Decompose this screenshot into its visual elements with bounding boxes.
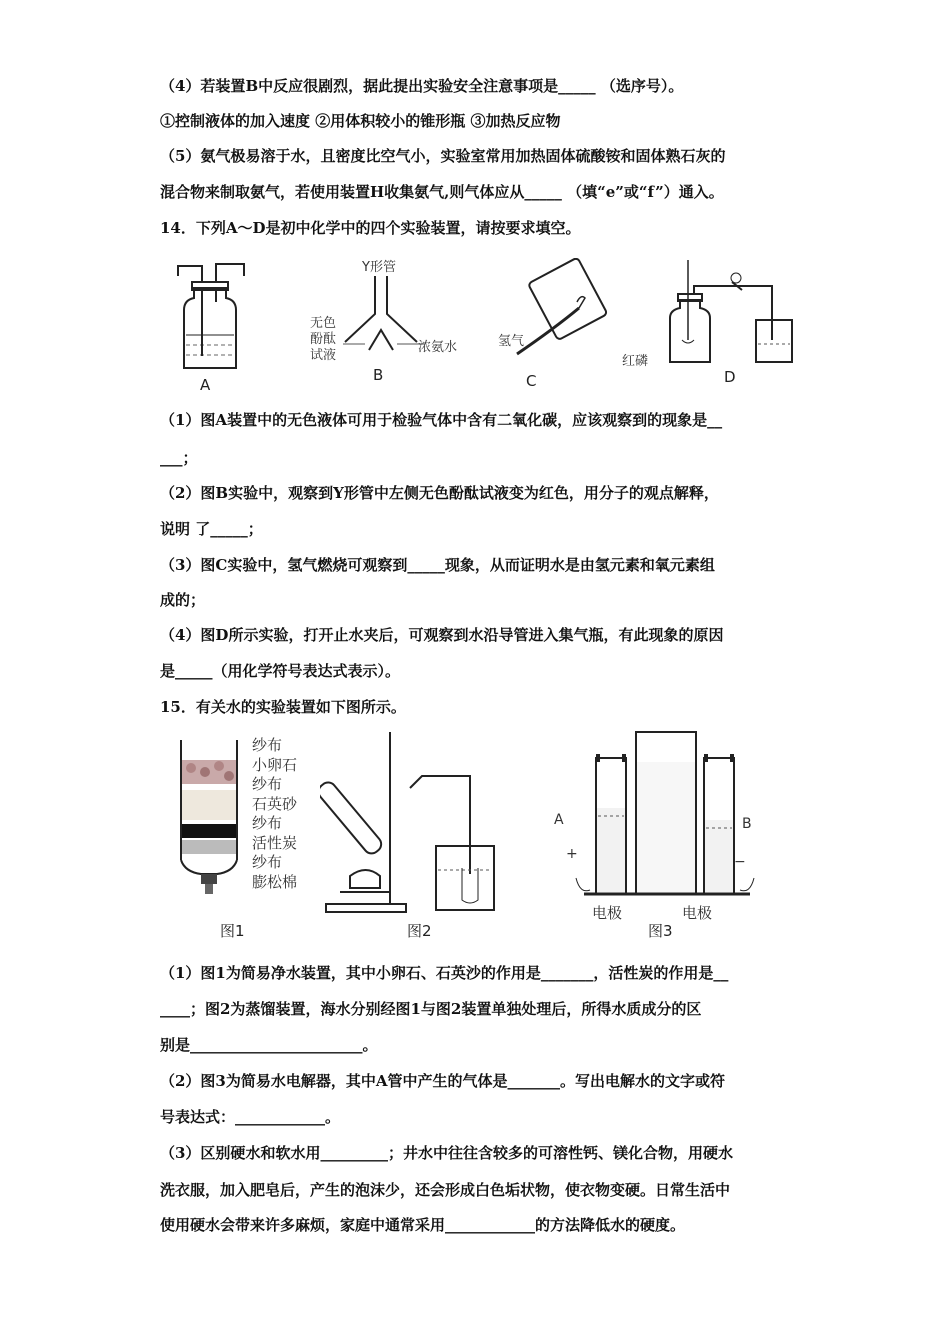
- apparatus-b-y-tube: [335, 272, 465, 382]
- caption-a: A: [200, 376, 211, 394]
- caption-c: C: [526, 372, 537, 390]
- label-tube-b: B: [742, 816, 752, 832]
- text-line-19: 号表达式：____________。: [160, 1108, 341, 1126]
- apparatus-d-phosphorus: [660, 260, 810, 370]
- label-electrode-left: 电极: [592, 904, 623, 922]
- label-ammonia: 浓氨水: [418, 340, 458, 355]
- text-line-2: ①控制液体的加入速度 ②用体积较小的锥形瓶 ③加热反应物: [160, 112, 561, 130]
- text-line-11: 成的；: [160, 591, 206, 609]
- text-line-15: （1）图1为简易净水装置，其中小卵石、石英沙的作用是_______，活性炭的作用是__: [160, 964, 729, 982]
- caption-fig1: 图1: [220, 922, 245, 940]
- text-line-3: （5）氨气极易溶于水，且密度比空气小，实验室常用加热固体硫酸铵和固体熟石灰的: [160, 147, 726, 165]
- caption-b: B: [373, 366, 384, 384]
- caption-d: D: [724, 368, 736, 386]
- label-y-tube: Y形管: [362, 260, 396, 275]
- apparatus-c-hydrogen-burning: [495, 258, 625, 368]
- question-15-title: 15．有关水的实验装置如下图所示。: [160, 698, 406, 716]
- apparatus-electrolysis: [570, 728, 770, 898]
- label-negative: −: [734, 854, 746, 870]
- text-line-13: 是_____（用化学符号表达式表示）。: [160, 662, 401, 680]
- text-line-16: ____；图2为蒸馏装置，海水分别经图1与图2装置单独处理后，所得水质成分的区: [160, 1000, 702, 1018]
- label-electrode-right: 电极: [682, 904, 713, 922]
- text-line-10: （3）图C实验中，氢气燃烧可观察到_____现象，从而证明水是由氢元素和氧元素组: [160, 556, 715, 574]
- figure-14: [160, 250, 800, 400]
- label-red-phosphorus: 红磷: [622, 354, 649, 369]
- text-line-17: 别是_______________________。: [160, 1036, 378, 1054]
- label-tube-a: A: [554, 812, 564, 828]
- filter-layer-labels: 纱布 小卵石 纱布 石英砂 纱布 活性炭 纱布 膨松棉: [252, 736, 298, 891]
- apparatus-water-filter: [175, 736, 255, 916]
- text-line-7: ___；: [160, 449, 198, 467]
- text-line-1: （4）若装置B中反应很剧烈，据此提出实验安全注意事项是_____ （选序号）。: [160, 77, 684, 95]
- label-positive: +: [566, 846, 578, 862]
- text-line-6: （1）图A装置中的无色液体可用于检验气体中含有二氧化碳，应该观察到的现象是__: [160, 411, 723, 429]
- label-phenolphthalein: 无色 酚酞 试液: [310, 316, 337, 363]
- text-line-9: 说明 了_____；: [160, 520, 263, 538]
- label-hydrogen: 氢气: [498, 334, 525, 349]
- text-line-22: 使用硬水会带来许多麻烦，家庭中通常采用____________的方法降低水的硬度。: [160, 1216, 686, 1234]
- apparatus-distillation: [320, 728, 520, 918]
- apparatus-a-wash-bottle: [170, 260, 260, 380]
- text-line-20: （3）区别硬水和软水用_________；井水中往往含较多的可溶性钙、镁化合物，用硬水: [160, 1144, 733, 1162]
- question-14-title: 14．下列A～D是初中化学中的四个实验装置，请按要求填空。: [160, 219, 581, 237]
- figure-15: [160, 728, 800, 943]
- caption-fig2: 图2: [407, 922, 432, 940]
- text-line-21: 洗衣服，加入肥皂后，产生的泡沫少，还会形成白色垢状物，使衣物变硬。日常生活中: [160, 1181, 731, 1199]
- text-line-4: 混合物来制取氨气，若使用装置H收集氨气,则气体应从_____ （填“e”或“f”）通入。: [160, 183, 724, 201]
- text-line-18: （2）图3为简易水电解器，其中A管中产生的气体是_______。写出电解水的文字或符: [160, 1072, 726, 1090]
- text-line-8: （2）图B实验中，观察到Y形管中左侧无色酚酞试液变为红色，用分子的观点解释，: [160, 484, 719, 502]
- caption-fig3: 图3: [648, 922, 673, 940]
- text-line-12: （4）图D所示实验，打开止水夹后，可观察到水沿导管进入集气瓶，有此现象的原因: [160, 626, 724, 644]
